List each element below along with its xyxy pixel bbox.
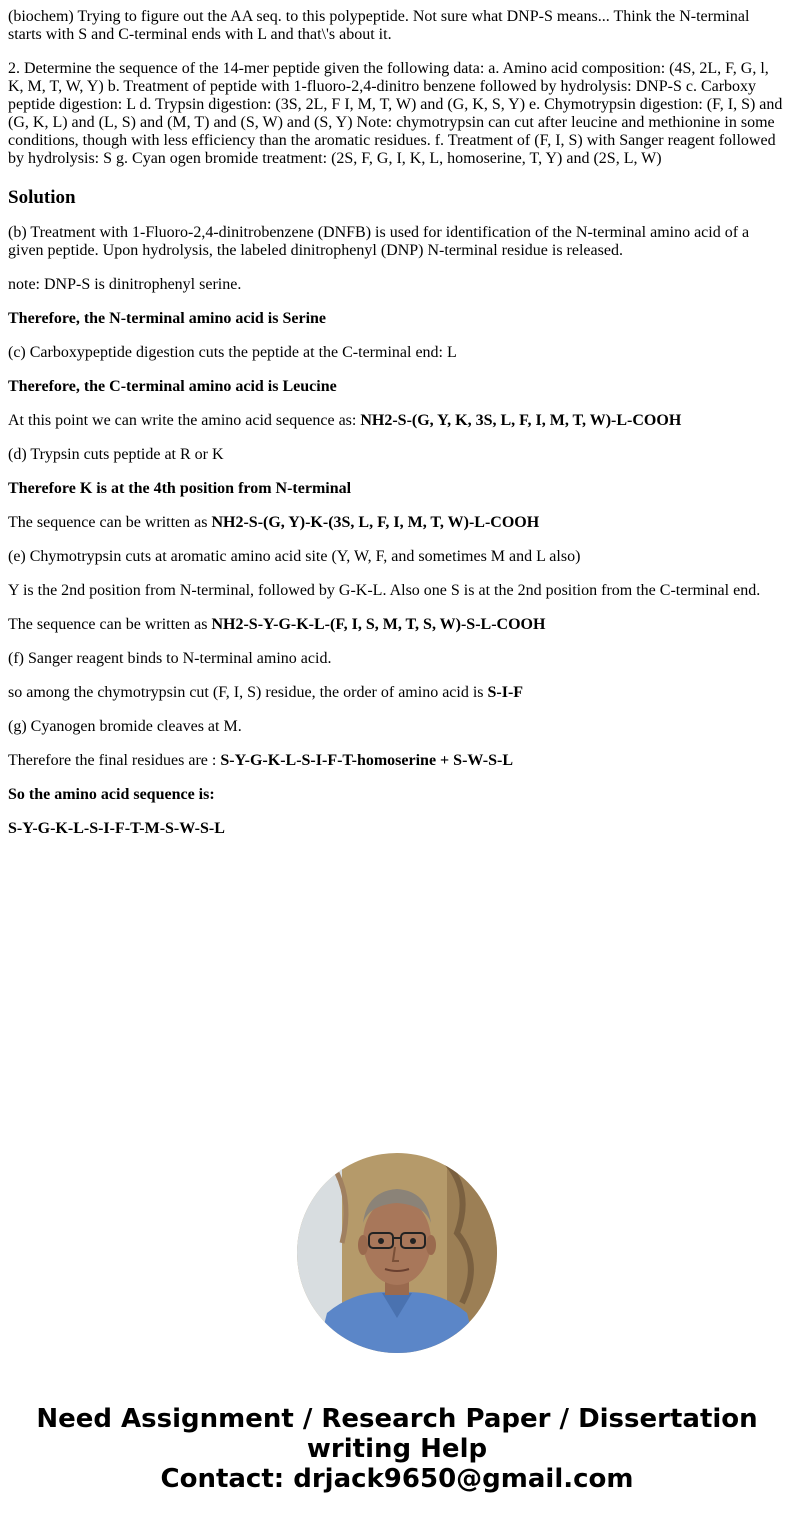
- sanger-conclusion: so among the chymotrypsin cut (F, I, S) residue, the order of amino acid is S-I-F: [8, 684, 524, 701]
- tutor-avatar: [297, 1153, 497, 1353]
- trypsin-conclusion: Therefore K is at the 4th position from N-terminal: [8, 480, 352, 497]
- solution-paragraph: (c) Carboxypeptide digestion cuts the peptide at the C-terminal end: L: [8, 344, 457, 361]
- final-residues: Therefore the final residues are : S-Y-G-K-L-S-I-F-T-homoserine + S-W-S-L: [8, 752, 514, 769]
- solution-paragraph: Y is the 2nd position from N-terminal, followed by G-K-L. Also one S is at the 2nd position from the C-terminal end.: [8, 582, 761, 599]
- solution-heading: Solution: [8, 187, 76, 208]
- n-terminal-conclusion: Therefore, the N-terminal amino acid is Serine: [8, 310, 327, 327]
- sequence-step-2: The sequence can be written as NH2-S-(G, Y)-K-(3S, L, F, I, M, T, W)-L-COOH: [8, 514, 540, 531]
- promo-line: Need Assignment / Research Paper / Dissertation: [36, 1404, 758, 1434]
- solution-paragraph: (f) Sanger reagent binds to N-terminal amino acid.: [8, 650, 332, 667]
- question-title: (biochem) Trying to figure out the AA seq. to this polypeptide. Not sure what DNP-S means... Think the N-terminal starts with S and C-terminal ends with L and that\'s about it.: [8, 8, 750, 43]
- solution-paragraph: (d) Trypsin cuts peptide at R or K: [8, 446, 224, 463]
- question-body: 2. Determine the sequence of the 14-mer peptide given the following data: a. Amino acid composition: (4S, 2L, F, G, l, K, M, T, W, Y) b. Treatment of peptide with 1-fluoro-2,4-dinitro benzene followed by hydrolysis: DNP-S c. Carboxy peptide digestion: L d. Trypsin digestion: (3S, 2L, F I, M, T, W) and (G, K, S, Y) e. Chymotrypsin digestion: (F, I, S) and (G, K, L) and (L, S) and (M, T) and (S, W) and (S, Y) Note: chymotrypsin can cut after leucine and methionine in some conditions, though with less efficiency than the aromatic residues. f. Treatment of (F, I, S) with Sanger reagent followed by hydrolysis: S g. Cyan ogen bromide treatment: (2S, F, G, I, K, L, homoserine, T, Y) and (2S, L, W): [8, 60, 783, 167]
- solution-paragraph: (e) Chymotrypsin cuts at aromatic amino acid site (Y, W, F, and sometimes M and L also): [8, 548, 581, 565]
- promo-banner: [0, 1404, 794, 1494]
- solution-paragraph: (b) Treatment with 1-Fluoro-2,4-dinitrobenzene (DNFB) is used for identification of the N-terminal amino acid of a given peptide. Upon hydrolysis, the labeled dinitrophenyl (DNP) N-terminal residue is released.: [8, 224, 750, 259]
- sequence-step-3: The sequence can be written as NH2-S-Y-G-K-L-(F, I, S, M, T, S, W)-S-L-COOH: [8, 616, 546, 633]
- final-sequence: S-Y-G-K-L-S-I-F-T-M-S-W-S-L: [8, 820, 225, 837]
- tutor-portrait-icon: [297, 1153, 497, 1353]
- sequence-step-1: At this point we can write the amino acid sequence as: NH2-S-(G, Y, K, 3S, L, F, I, M, T, W)-L-COOH: [8, 412, 682, 429]
- solution-paragraph: (g) Cyanogen bromide cleaves at M.: [8, 718, 242, 735]
- promo-contact: Contact: drjack9650@gmail.com: [160, 1464, 634, 1494]
- solution-note: note: DNP-S is dinitrophenyl serine.: [8, 276, 242, 293]
- final-heading: So the amino acid sequence is:: [8, 786, 215, 803]
- c-terminal-conclusion: Therefore, the C-terminal amino acid is Leucine: [8, 378, 337, 395]
- promo-line: writing Help: [306, 1434, 488, 1464]
